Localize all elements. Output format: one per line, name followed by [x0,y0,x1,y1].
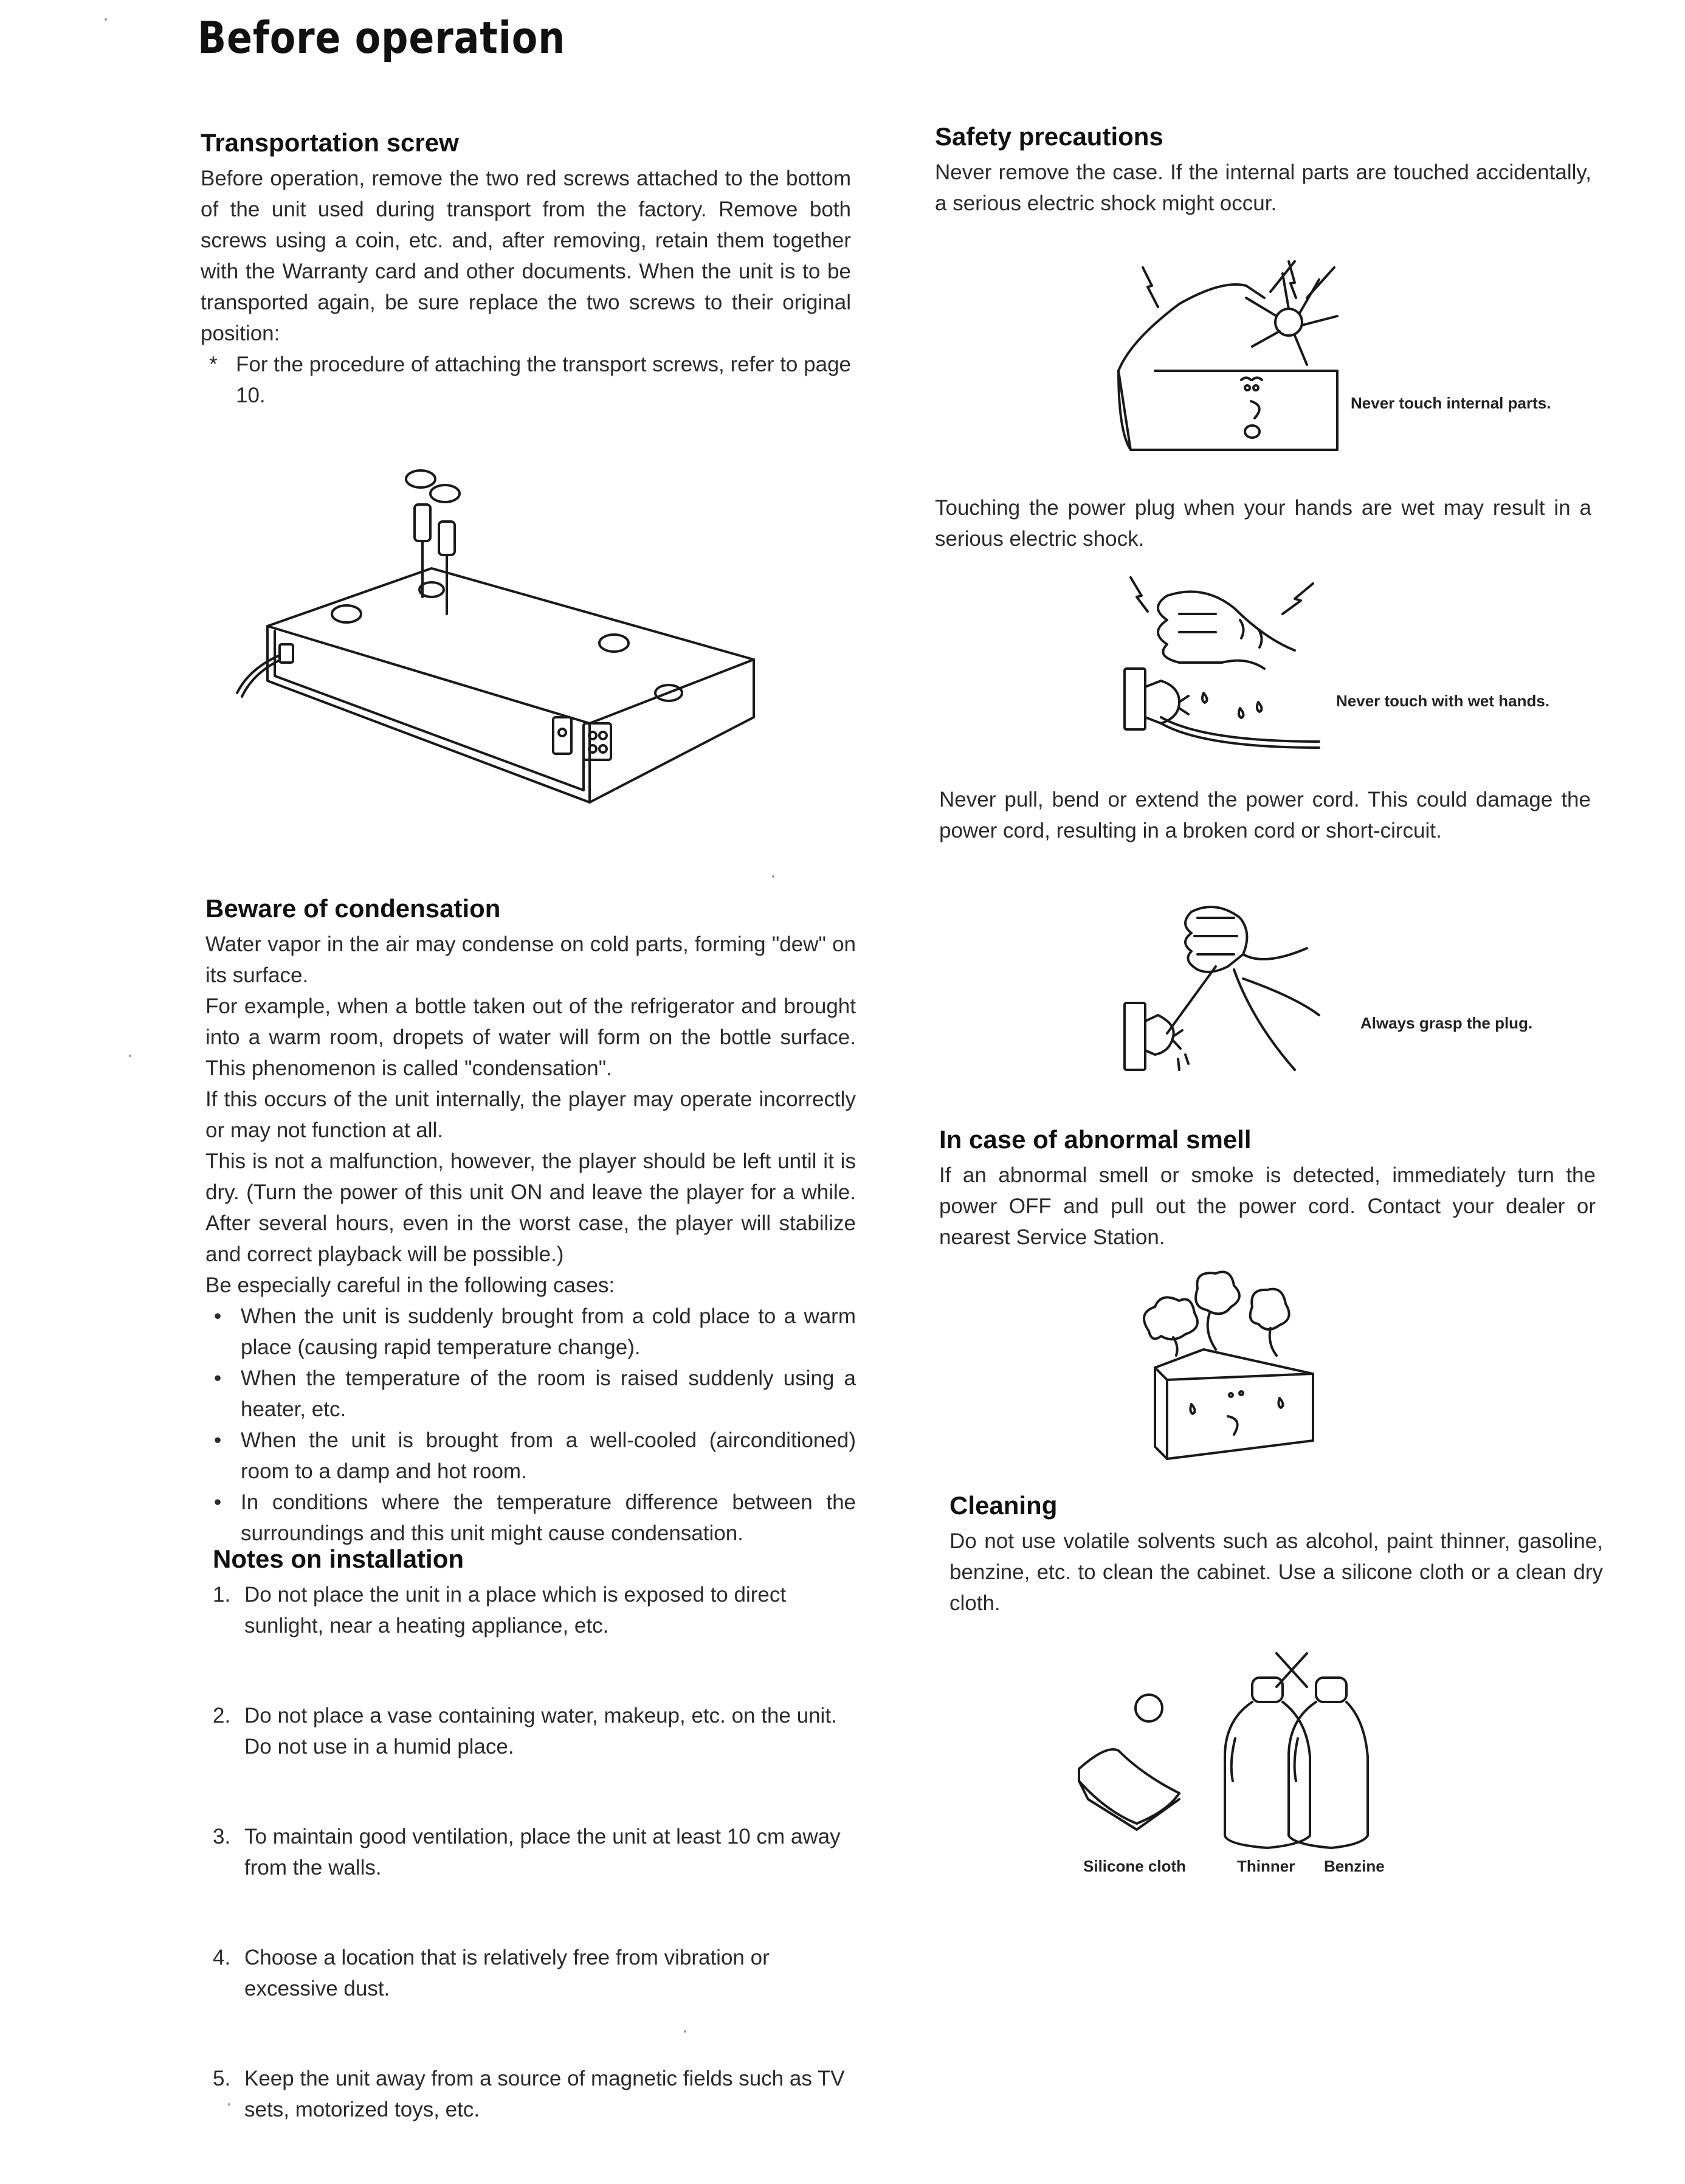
item-number: 2. [213,1704,231,1728]
safety-p1: Never remove the case. If the internal parts are touched accidentally, a serious electric shock might occur. [935,160,1591,216]
item-text: To maintain good ventilation, place the unit at least 10 cm away from the walls. [244,1825,841,1880]
bullet-mark: • [214,1304,222,1329]
item-number: 1. [213,1583,231,1607]
bullet-text: When the unit is suddenly brought from a cold place to a warm place (causing rapid temperature change). [241,1304,856,1360]
list-item [205,1301,856,1363]
transport-note [201,349,851,411]
scan-speck [105,18,107,21]
condensation-bullets [205,1301,856,1549]
list-item [213,1942,863,2004]
scan-speck [129,1055,131,1057]
list-item [213,1821,863,1883]
caption-wet-hands: Never touch with wet hands. [1336,692,1550,710]
condensation-p5: Be especially careful in the following cases: [205,1273,615,1298]
cleaning-illustration [1070,1641,1398,1860]
item-text: Choose a location that is relatively free from vibration or excessive dust. [244,1946,770,2001]
page-title: Before operation [198,12,566,63]
safety-p3: Never pull, bend or extend the power cord. This could damage the power cord, resulting in a broken cord or short-circuit. [939,788,1591,842]
condensation-p1: Water vapor in the air may condense on cold parts, forming "dew" on its surface. [205,932,856,988]
label-silicone-cloth: Silicone cloth [1083,1857,1187,1875]
list-item [213,1700,863,1762]
bullet-text: When the temperature of the room is raised suddenly using a heater, etc. [241,1366,856,1422]
cleaning-heading: Cleaning [949,1491,1058,1520]
smell-heading: In case of abnormal smell [939,1125,1252,1154]
scan-speck [772,875,774,878]
list-item [205,1425,856,1487]
safety-p2-block [935,492,1591,554]
section-smell [939,1125,1596,1253]
smell-body: If an abnormal smell or smoke is detected, immediately turn the power OFF and pull out the power cord. Contact your dealer or nearest Service Station. [939,1163,1596,1250]
transport-heading: Transportation screw [201,128,459,157]
scan-speck [684,2030,686,2033]
condensation-p4: This is not a malfunction, however, the player should be left until it is dry. (Turn the power of this unit ON and leave the player for a while. After several hours, even in the worst case, the player will stabilize and correct playback will be possible.) [205,1149,856,1267]
item-number: 4. [213,1946,231,1970]
section-cleaning [949,1490,1603,1619]
condensation-heading: Beware of condensation [205,894,501,923]
caption-internal-parts: Never touch internal parts. [1351,394,1551,412]
asterisk-mark: * [209,353,218,377]
grasp-plug-illustration [1112,900,1343,1082]
list-item [205,1487,856,1549]
list-item [213,2063,863,2125]
label-benzine: Benzine [1324,1857,1385,1875]
section-transport [201,128,851,411]
condensation-p3: If this occurs of the unit internally, the player may operate incorrectly or may not function at all. [205,1087,856,1143]
smoke-illustration [1131,1264,1337,1471]
caption-grasp-plug: Always grasp the plug. [1360,1014,1533,1032]
transport-note-text: For the procedure of attaching the transport screws, refer to page 10. [236,353,851,408]
item-text: Keep the unit away from a source of magnetic fields such as TV sets, motorized toys, etc. [244,2067,845,2122]
safety-heading: Safety precautions [935,122,1163,151]
section-safety [935,122,1591,219]
transport-body: Before operation, remove the two red screws attached to the bottom of the unit used during transport from the factory. Remove both screws using a coin, etc. and, after removing, retain them together with the Warranty card and other documents. When the unit is to be transported again, be sure replace the two screws to their original position: [201,167,851,346]
section-installation [213,1544,863,2184]
bullet-mark: • [214,1366,222,1391]
transport-note-list [201,349,851,411]
item-number: 5. [213,2067,231,2091]
internal-parts-illustration [1106,249,1362,468]
bullet-text: In conditions where the temperature difference between the surroundings and this unit might cause condensation. [241,1490,856,1546]
bullet-text: When the unit is brought from a well-cooled (airconditioned) room to a damp and hot room. [241,1428,856,1484]
wet-hands-illustration [1112,571,1337,766]
section-condensation [205,894,856,1549]
safety-p3-block [939,784,1591,846]
item-number: 3. [213,1825,231,1849]
bullet-mark: • [214,1428,222,1453]
label-thinner: Thinner [1237,1857,1295,1875]
safety-p2: Touching the power plug when your hands are wet may result in a serious electric shock. [935,496,1591,551]
list-item [205,1363,856,1425]
item-text: Do not place the unit in a place which is exposed to direct sunlight, near a heating appliance, etc. [244,1583,787,1638]
cleaning-body: Do not use volatile solvents such as alcohol, paint thinner, gasoline, benzine, etc. to clean the cabinet. Use a silicone cloth or a clean dry cloth. [949,1529,1603,1616]
bullet-mark: • [214,1490,222,1515]
installation-list [213,1579,863,2125]
condensation-p2: For example, when a bottle taken out of the refrigerator and brought into a warm room, dropets of water will form on the bottle surface. This phenomenon is called "condensation". [205,994,856,1081]
installation-heading: Notes on installation [213,1545,464,1573]
transport-screw-illustration [231,462,778,802]
item-text: Do not place a vase containing water, makeup, etc. on the unit. Do not use in a humid place. [244,1704,837,1759]
scan-speck [228,2103,230,2106]
list-item [213,1579,863,1641]
